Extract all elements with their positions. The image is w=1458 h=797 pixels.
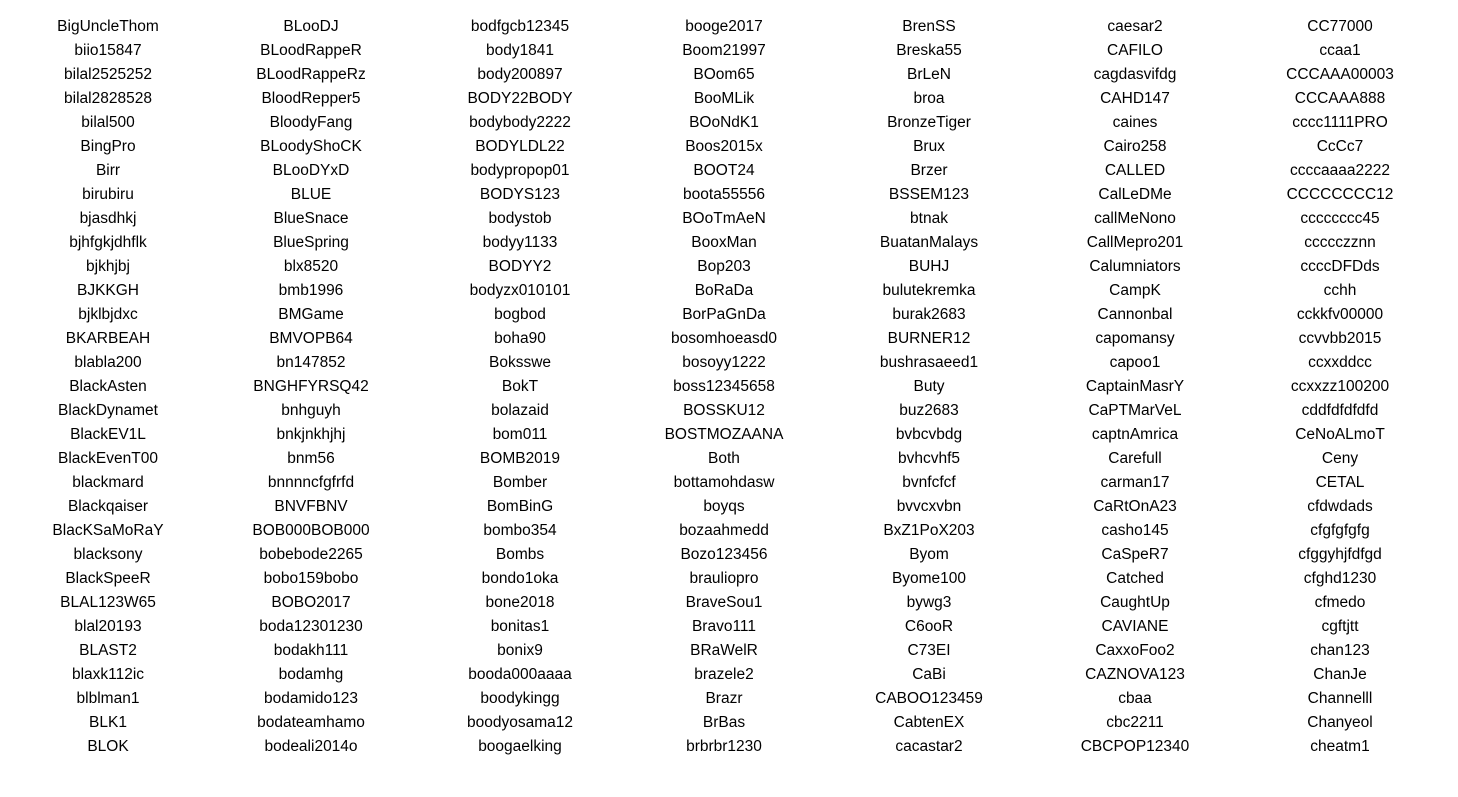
username-cell: BMGame — [278, 306, 344, 323]
username-cell: BooxMan — [691, 234, 757, 251]
username-cell: bjkhjbj — [86, 258, 130, 275]
username-cell: C73EI — [907, 642, 951, 659]
username-cell: BOMB2019 — [479, 450, 561, 467]
username-cell: BOoNdK1 — [689, 114, 759, 131]
username-cell: CCCCCCCC12 — [1286, 186, 1394, 203]
username-cell: bottamohdasw — [673, 474, 775, 491]
username-cell: BlueSnace — [273, 210, 349, 227]
username-cell: Buty — [913, 378, 945, 395]
username-cell: Ceny — [1321, 450, 1359, 467]
username-cell: CCCAAA00003 — [1286, 66, 1394, 83]
username-cell: bosomhoeasd0 — [671, 330, 777, 347]
username-cell: bombo354 — [483, 522, 557, 539]
username-cell: bn147852 — [276, 354, 346, 371]
username-cell: caines — [1112, 114, 1158, 131]
username-cell: bodyy1133 — [482, 234, 558, 251]
username-cell: cgftjtt — [1321, 618, 1359, 635]
username-cell: ccaa1 — [1319, 42, 1361, 59]
username-cell: Breska55 — [896, 42, 962, 59]
username-cell: bodfgcb12345 — [470, 18, 570, 35]
username-cell: Both — [708, 450, 740, 467]
username-cell: CALLED — [1104, 162, 1166, 179]
username-cell: blal20193 — [74, 618, 142, 635]
username-cell: CalLeDMe — [1098, 186, 1172, 203]
username-cell: CETAL — [1315, 474, 1365, 491]
column-6 — [1030, 15, 1240, 759]
username-cell: carman17 — [1100, 474, 1170, 491]
username-cell: cagdasvifdg — [1093, 66, 1177, 83]
column-7 — [1235, 15, 1445, 759]
username-cell: BLAL123W65 — [60, 594, 156, 611]
username-cell: Brzer — [910, 162, 948, 179]
username-cell: bogbod — [494, 306, 546, 323]
username-cell: BomBinG — [486, 498, 554, 515]
username-cell: BODYY2 — [488, 258, 552, 275]
username-cell: BOSTMOZAANA — [664, 426, 784, 443]
username-cell: BloodRepper5 — [261, 90, 361, 107]
username-cell: BOOT24 — [693, 162, 755, 179]
username-cell: body200897 — [477, 66, 563, 83]
username-cell: BlacKSaMoRaY — [52, 522, 164, 539]
username-cell: cfggyhjfdfgd — [1298, 546, 1382, 563]
username-cell: CaPTMarVeL — [1088, 402, 1182, 419]
username-cell: Catched — [1106, 570, 1164, 587]
username-cell: CabtenEX — [893, 714, 965, 731]
username-cell: boyqs — [703, 498, 745, 515]
username-cell: bosoyy1222 — [682, 354, 766, 371]
username-cell: boha90 — [494, 330, 546, 347]
username-cell: BLooDJ — [283, 18, 339, 35]
username-cell: BigUncleThom — [57, 18, 159, 35]
username-cell: booda000aaaa — [468, 666, 572, 683]
username-cell: BOom65 — [693, 66, 755, 83]
username-cell: booge2017 — [685, 18, 763, 35]
username-cell: boodykingg — [480, 690, 560, 707]
username-cell: blaxk112ic — [71, 666, 145, 683]
username-cell: CaptainMasrY — [1085, 378, 1185, 395]
username-cell: ccccczznn — [1304, 234, 1376, 251]
username-cell: BoRaDa — [694, 282, 754, 299]
username-cell: bnhguyh — [281, 402, 341, 419]
username-cell: blackmard — [72, 474, 144, 491]
username-cell: bodamhg — [278, 666, 344, 683]
username-cell: BorPaGnDa — [682, 306, 766, 323]
username-cell: bom011 — [492, 426, 548, 443]
username-cell: Boos2015x — [685, 138, 763, 155]
username-cell: ccccaaaa2222 — [1290, 162, 1390, 179]
username-cell: BLoodRappeR — [260, 42, 362, 59]
username-cell: bilal2828528 — [64, 90, 152, 107]
username-cell: bodypropop01 — [470, 162, 570, 179]
column-4 — [619, 15, 829, 759]
username-cell: cfdwdads — [1307, 498, 1373, 515]
username-cell: bodateamhamo — [257, 714, 365, 731]
username-cell: boda12301230 — [259, 618, 363, 635]
username-cell: bjklbjdxc — [78, 306, 138, 323]
username-cell: ccvvbb2015 — [1298, 330, 1382, 347]
username-cell: bobebode2265 — [259, 546, 363, 563]
username-cell: cccc1111PRO — [1292, 114, 1388, 131]
username-cell: ccxxddcc — [1308, 354, 1372, 371]
username-cell: BLooDYxD — [272, 162, 350, 179]
username-cell: BuatanMalays — [879, 234, 979, 251]
username-cell: blacksony — [73, 546, 143, 563]
username-cell: BlackSpeeR — [65, 570, 151, 587]
username-cell: brbrbr1230 — [686, 738, 762, 755]
username-cell: BlackEvenT00 — [58, 450, 158, 467]
username-cell: brauliopro — [689, 570, 759, 587]
username-cell: cfmedo — [1314, 594, 1366, 611]
username-cell: CcCc7 — [1316, 138, 1364, 155]
username-cell: btnak — [910, 210, 948, 227]
username-cell: CAHD147 — [1100, 90, 1170, 107]
username-cell: caesar2 — [1107, 18, 1163, 35]
username-cell: boogaelking — [478, 738, 562, 755]
username-cell: BloodyFang — [269, 114, 353, 131]
username-cell: BxZ1PoX203 — [883, 522, 975, 539]
username-cell: callMeNono — [1094, 210, 1176, 227]
username-cell: BronzeTiger — [887, 114, 971, 131]
username-cell: BrLeN — [907, 66, 951, 83]
username-cell: CABOO123459 — [875, 690, 983, 707]
username-cell: bolazaid — [491, 402, 549, 419]
username-cell: CaSpeR7 — [1101, 546, 1169, 563]
column-3 — [415, 15, 625, 759]
username-cell: BOB000BOB000 — [252, 522, 370, 539]
username-cell: ccccDFDds — [1300, 258, 1380, 275]
username-cell: bnkjnkhjhj — [276, 426, 346, 443]
username-cell: CAVIANE — [1101, 618, 1169, 635]
username-cell: blabla200 — [74, 354, 142, 371]
username-cell: Bomber — [492, 474, 548, 491]
username-cell: BKARBEAH — [65, 330, 151, 347]
username-cell: ChanJe — [1313, 666, 1367, 683]
username-cell: BLK1 — [89, 714, 127, 731]
username-cell: BraveSou1 — [685, 594, 763, 611]
username-cell: bmb1996 — [278, 282, 344, 299]
username-cell: bnm56 — [287, 450, 335, 467]
username-cell: CaughtUp — [1100, 594, 1170, 611]
username-cell: BODY22BODY — [467, 90, 573, 107]
username-cell: bozaahmedd — [679, 522, 769, 539]
username-cell: BingPro — [80, 138, 136, 155]
username-cell: BJKKGH — [76, 282, 139, 299]
username-cell: capomansy — [1095, 330, 1175, 347]
username-cell: cbaa — [1118, 690, 1152, 707]
username-cell: boota55556 — [683, 186, 765, 203]
username-cell: Byome100 — [891, 570, 967, 587]
username-cell: cccccccc45 — [1300, 210, 1380, 227]
username-cell: Bombs — [495, 546, 545, 563]
username-cell: Bravo111 — [691, 618, 757, 635]
username-cell: BOoTmAeN — [682, 210, 766, 227]
username-cell: brazele2 — [694, 666, 754, 683]
username-cell: CallMepro201 — [1086, 234, 1184, 251]
username-cell: BURNER12 — [887, 330, 971, 347]
username-cell: BOSSKU12 — [683, 402, 765, 419]
username-cell: BrenSS — [902, 18, 956, 35]
username-cell: BLOK — [87, 738, 129, 755]
username-cell: Calumniators — [1089, 258, 1181, 275]
username-cell: BRaWelR — [690, 642, 758, 659]
username-cell: bodybody2222 — [469, 114, 571, 131]
username-cell: bvhcvhf5 — [897, 450, 961, 467]
username-cell: BLAST2 — [79, 642, 137, 659]
username-cell: bushrasaeed1 — [879, 354, 979, 371]
username-cell: bone2018 — [485, 594, 555, 611]
username-cell: Channelll — [1307, 690, 1373, 707]
username-cell: boodyosama12 — [467, 714, 573, 731]
username-cell: CampK — [1109, 282, 1161, 299]
username-cell: BOBO2017 — [271, 594, 351, 611]
username-cell: BODYLDL22 — [475, 138, 565, 155]
username-cell: boss12345658 — [673, 378, 775, 395]
username-cell: blx8520 — [283, 258, 339, 275]
username-cell: cheatm1 — [1310, 738, 1370, 755]
username-cell: BLoodyShoCK — [260, 138, 362, 155]
username-cell: BSSEM123 — [888, 186, 970, 203]
username-cell: Brazr — [705, 690, 743, 707]
username-cell: BNGHFYRSQ42 — [253, 378, 369, 395]
username-cell: bonitas1 — [490, 618, 550, 635]
username-cell: BNVFBNV — [274, 498, 348, 515]
username-cell: CaxxoFoo2 — [1095, 642, 1175, 659]
username-cell: capoo1 — [1109, 354, 1161, 371]
username-cell: CeNoALmoT — [1295, 426, 1385, 443]
username-cell: bvnfcfcf — [902, 474, 956, 491]
username-cell: BLUE — [290, 186, 332, 203]
username-cell: cfgfgfgfg — [1310, 522, 1370, 539]
username-cell: bonix9 — [497, 642, 543, 659]
username-cell: BlackDynamet — [58, 402, 158, 419]
username-cell: bodamido123 — [264, 690, 358, 707]
username-cell: BlueSpring — [273, 234, 349, 251]
username-cell: BLoodRappeRz — [256, 66, 366, 83]
username-cell: cbc2211 — [1106, 714, 1164, 731]
username-cell: BODYS123 — [479, 186, 561, 203]
username-cell: Cannonbal — [1097, 306, 1173, 323]
username-cell: Birr — [95, 162, 121, 179]
username-cell: broa — [913, 90, 945, 107]
username-cell: bnnnncfgfrfd — [267, 474, 355, 491]
column-2 — [206, 15, 416, 759]
username-cell: BokT — [501, 378, 539, 395]
username-cell: bondo1oka — [481, 570, 559, 587]
username-cell: CaRtOnA23 — [1093, 498, 1177, 515]
username-cell: Byom — [909, 546, 949, 563]
username-cell: CBCPOP12340 — [1080, 738, 1190, 755]
username-cell: bilal500 — [81, 114, 135, 131]
column-1 — [3, 15, 213, 759]
username-cell: Carefull — [1108, 450, 1162, 467]
username-cell: CAZNOVA123 — [1085, 666, 1185, 683]
username-cell: CC77000 — [1307, 18, 1373, 35]
username-cell: cchh — [1323, 282, 1357, 299]
username-cell: captnAmrica — [1091, 426, 1179, 443]
username-cell: Boksswe — [488, 354, 552, 371]
username-cell: bjasdhkj — [79, 210, 137, 227]
username-cell: biio15847 — [74, 42, 142, 59]
username-cell: Cairo258 — [1103, 138, 1167, 155]
username-cell: ccxxzz100200 — [1290, 378, 1390, 395]
username-cell: bodakh111 — [273, 642, 349, 659]
username-cell: CaBi — [912, 666, 946, 683]
username-cell: cckkfv00000 — [1296, 306, 1384, 323]
username-cell: casho145 — [1101, 522, 1169, 539]
username-cell: bywg3 — [906, 594, 952, 611]
username-cell: birubiru — [82, 186, 134, 203]
username-cell: cfghd1230 — [1303, 570, 1377, 587]
username-cell: bodeali2014o — [264, 738, 358, 755]
username-cell: bvvcxvbn — [896, 498, 962, 515]
username-cell: Blackqaiser — [67, 498, 149, 515]
username-cell: BooMLik — [693, 90, 755, 107]
username-cell: BrBas — [702, 714, 746, 731]
username-cell: BlackAsten — [69, 378, 147, 395]
username-cell: BMVOPB64 — [269, 330, 353, 347]
username-cell: bjhfgkjdhflk — [69, 234, 147, 251]
column-5 — [824, 15, 1034, 759]
username-cell: blblman1 — [76, 690, 140, 707]
username-cell: body1841 — [485, 42, 555, 59]
username-cell: C6ooR — [904, 618, 954, 635]
username-cell: bodystob — [488, 210, 552, 227]
username-cell: BUHJ — [908, 258, 950, 275]
username-cell: Bop203 — [697, 258, 751, 275]
username-cell: cddfdfdfdfd — [1301, 402, 1379, 419]
username-cell: cacastar2 — [895, 738, 963, 755]
username-sheet — [0, 15, 1458, 759]
username-cell: Bozo123456 — [680, 546, 768, 563]
username-cell: bilal2525252 — [64, 66, 152, 83]
username-cell: chan123 — [1310, 642, 1370, 659]
username-cell: Brux — [913, 138, 945, 155]
username-cell: Chanyeol — [1307, 714, 1373, 731]
username-cell: CAFILO — [1107, 42, 1163, 59]
username-cell: Boom21997 — [682, 42, 766, 59]
username-cell: CCCAAA888 — [1294, 90, 1386, 107]
username-cell: bodyzx010101 — [469, 282, 571, 299]
username-cell: bulutekremka — [882, 282, 976, 299]
username-cell: buz2683 — [899, 402, 959, 419]
username-cell: BlackEV1L — [70, 426, 146, 443]
username-cell: bvbcvbdg — [895, 426, 963, 443]
username-cell: bobo159bobo — [263, 570, 359, 587]
username-cell: burak2683 — [892, 306, 966, 323]
